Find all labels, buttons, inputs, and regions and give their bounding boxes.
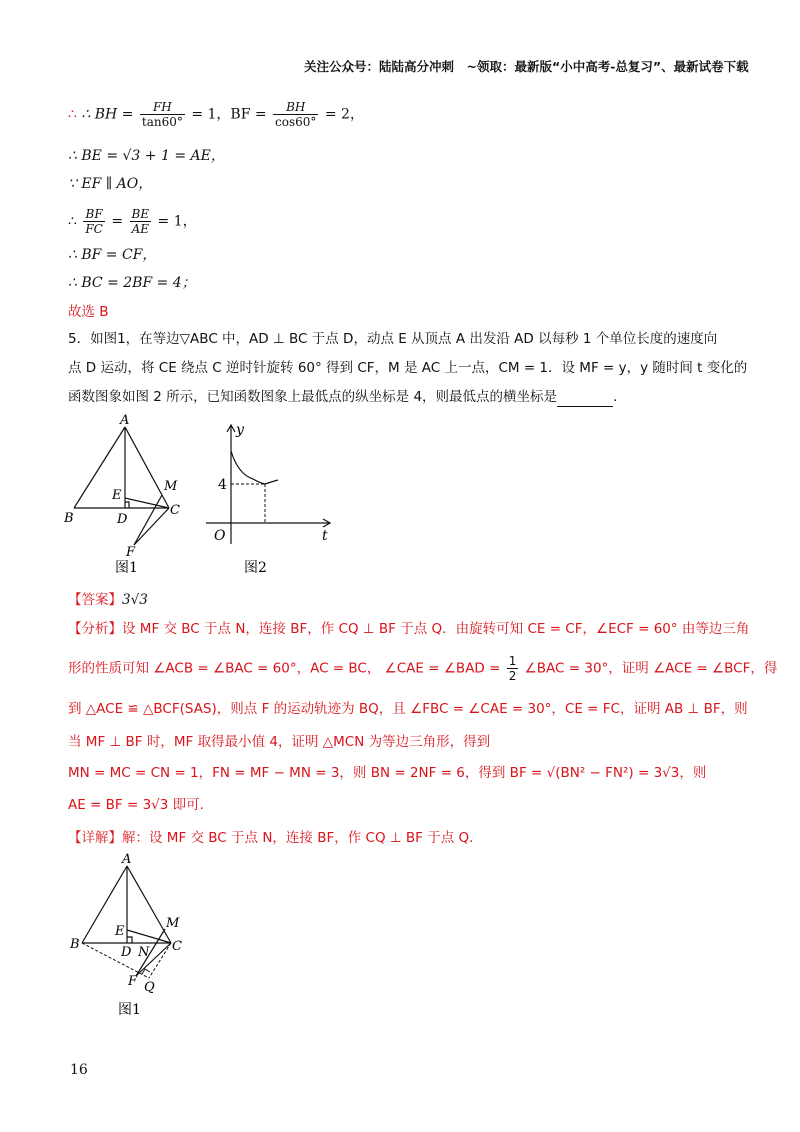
- label-b: B: [70, 937, 80, 952]
- fraction-fh-tan: $\frac{FH}{\tan 60^\circ}$: [141, 100, 183, 129]
- solution-line-3: ∵ EF ∥ AO，: [68, 176, 153, 192]
- page-header: 关注公众号：陆陆高分冲刺 ~领取：最新版“小中高考-总复习”、最新试卷下载: [304, 59, 749, 74]
- figure-2-caption: 图2: [244, 560, 267, 576]
- problem-5-line-1: 5．如图1，在等边▽ABC 中，AD ⊥ BC 于点 D，动点 E 从顶点 A 出发沿 AD 以每秒 1 个单位长度的速度向: [68, 331, 718, 347]
- fraction-bf-fc: $\frac{BF}{FC}$: [85, 207, 103, 236]
- label-e: E: [112, 488, 122, 503]
- solution-line-6: ∴ BC = 2BF = 4；: [68, 275, 196, 291]
- analysis-line-2: 形的性质可知 ∠ACB = ∠BAC = 60°，AC = BC， ∠CAE = ∠BAD = $\frac{1}{2}$ ∠BAC = 30°，证明 ∠ACE = ∠BCF，得: [68, 654, 778, 683]
- fraction-bh-cos: $\frac{BH}{\cos 60^\circ}$: [275, 100, 317, 129]
- figure-1-caption: 图1: [115, 560, 138, 576]
- label-c: C: [172, 939, 182, 954]
- line1-b: = 1，BF =: [191, 106, 272, 123]
- analysis-line-5: MN = MC = CN = 1，FN = MF − MN = 3，则 BN = 2NF = 6，得到 BF = √(BN² − FN²) = 3√3，则: [68, 765, 707, 781]
- fraction-be-ae: $\frac{BE}{AE}$: [131, 207, 150, 236]
- segment-ec: [125, 498, 169, 508]
- label-n: N: [138, 945, 150, 960]
- analysis-line-1: 【分析】设 MF 交 BC 于点 N，连接 BF，作 CQ ⊥ BF 于点 Q．由旋转可知 CE = CF，∠ECF = 60° 由等边三角: [68, 621, 750, 637]
- analysis-line-4: 当 MF ⊥ BF 时，MF 取得最小值 4，证明 △MCN 为等边三角形，得到: [68, 734, 491, 750]
- problem-5-line-2: 点 D 运动，将 CE 绕点 C 逆时针旋转 60° 得到 CF，M 是 AC 上一点，CM = 1．设 MF = y，y 随时间 t 变化的: [68, 360, 748, 376]
- label-a: A: [122, 852, 132, 867]
- answer-line: 【答案】3√3: [68, 592, 148, 608]
- label-b: B: [64, 511, 74, 526]
- label-t: t: [322, 528, 328, 544]
- label-e: E: [115, 924, 125, 939]
- side-ac: [125, 427, 169, 508]
- label-origin: O: [214, 528, 226, 544]
- function-curve: [231, 451, 278, 484]
- label-y: y: [236, 422, 244, 438]
- label-four: 4: [218, 477, 227, 493]
- line1-a: ∴ BH =: [81, 106, 138, 123]
- problem-5-line-3: 函数图象如图 2 所示，已知函数图象上最低点的纵坐标是 4，则最低点的横坐标是 ．: [68, 389, 627, 405]
- detail-line: 【详解】解：设 MF 交 BC 于点 N，连接 BF，作 CQ ⊥ BF 于点 Q．: [68, 830, 483, 846]
- label-a: A: [120, 413, 130, 428]
- analysis-line-6: AE = BF = 3√3 即可．: [68, 797, 214, 813]
- choose-answer: 故选 B: [68, 304, 109, 320]
- figure-1: [62, 412, 192, 580]
- label-m: M: [164, 479, 178, 494]
- analysis-line-3: 到 △ACE ≌ △BCF(SAS)，则点 F 的运动轨迹为 BQ，且 ∠FBC = ∠CAE = 30°，CE = FC，证明 AB ⊥ BF，则: [68, 701, 748, 717]
- label-c: C: [170, 503, 180, 518]
- figure-2: [198, 416, 338, 580]
- label-m: M: [166, 916, 180, 931]
- solution-line-4: ∴ $\frac{BF}{FC}$ = $\frac{BE}{AE}$ = 1，: [68, 207, 197, 236]
- line1-c: = 2，: [324, 106, 364, 123]
- figure-3: [64, 852, 194, 1022]
- label-q: Q: [144, 980, 155, 995]
- label-d: D: [117, 512, 128, 527]
- right-angle-mark: [127, 937, 132, 943]
- page-number: 16: [70, 1062, 88, 1078]
- answer-blank: [557, 392, 613, 407]
- solution-line-1: ∴ ∴ BH = $\frac{FH}{\tan 60^\circ}$ = 1，BF = $\frac{BH}{\cos 60^\circ}$ = 2，: [68, 100, 364, 129]
- label-f: F: [126, 545, 136, 560]
- fraction-one-half: $\frac{1}{2}$: [508, 654, 517, 683]
- label-d: D: [121, 945, 132, 960]
- solution-line-5: ∴ BF = CF，: [68, 247, 157, 263]
- label-f: F: [128, 974, 138, 989]
- solution-line-2: ∴ BE = √3 + 1 = AE，: [68, 148, 225, 164]
- figure-3-caption: 图1: [118, 1002, 141, 1018]
